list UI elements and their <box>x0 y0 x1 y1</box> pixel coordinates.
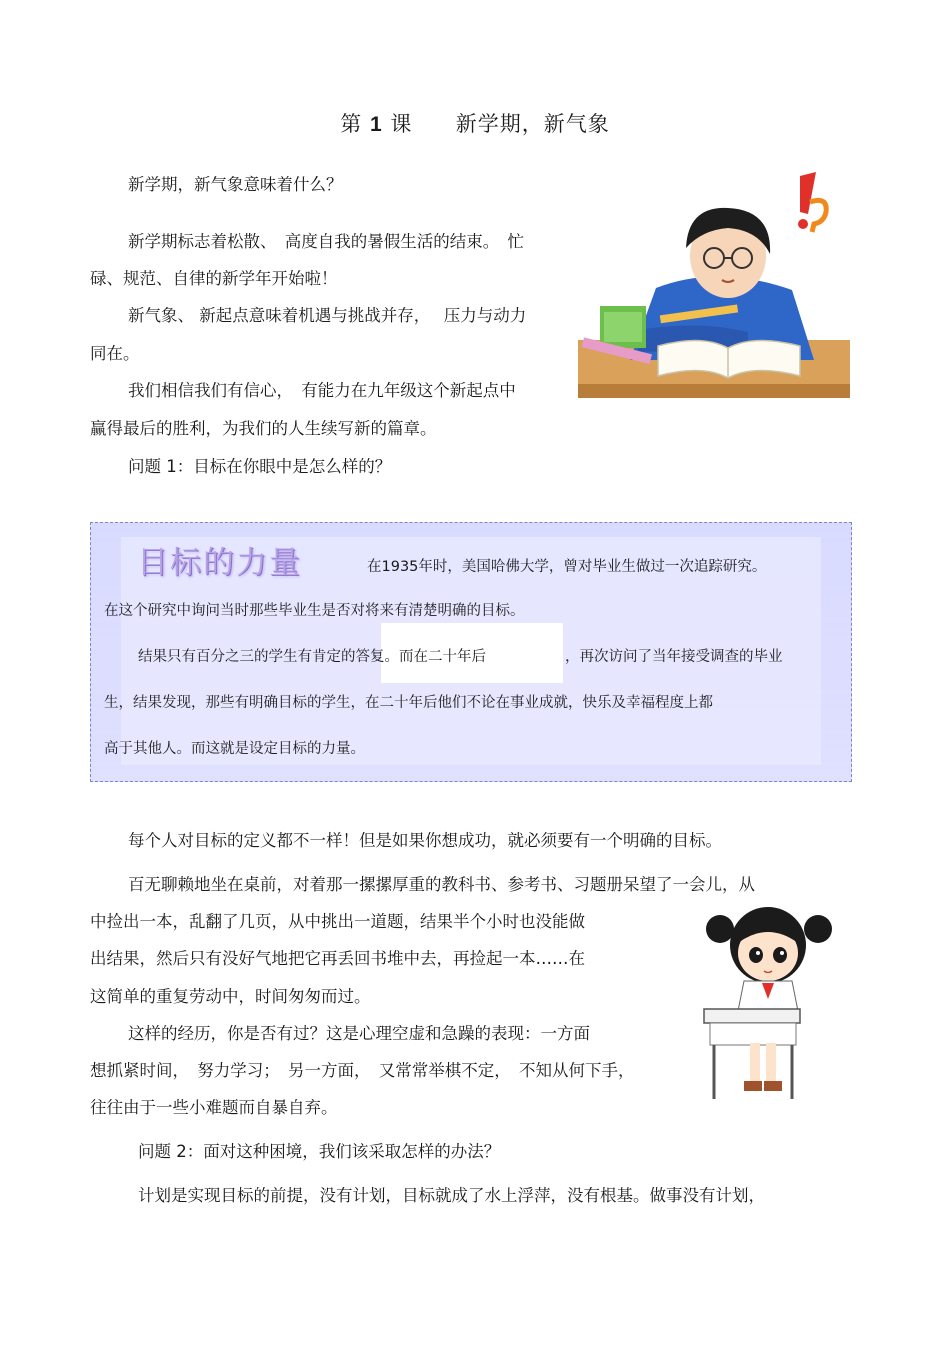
paragraph: 同在。 <box>90 344 140 363</box>
eye-left <box>749 947 763 963</box>
box-line: 在这个研究中询问当时那些毕业生是否对将来有清楚明确的目标。 <box>104 603 525 619</box>
desk-drawer <box>710 1023 796 1045</box>
paragraph: 我们相信我们有信心， 有能力在九年级这个新起点中 <box>128 381 516 400</box>
desk-top <box>704 1009 800 1023</box>
paragraph: 计划是实现目标的前提，没有计划，目标就成了水上浮萍，没有根基。做事没有计划， <box>138 1186 765 1205</box>
box-line: ，再次访问了当年接受调查的毕业 <box>565 649 783 665</box>
box-line: 结果只有百分之三的学生有肯定的答复。而在二十年后 <box>138 649 486 665</box>
goal-power-box <box>90 522 852 782</box>
question-mark <box>810 200 826 232</box>
paragraph: 想抓紧时间， 努力学习； 另一方面， 又常常举棋不定， 不知从何下手， <box>90 1061 635 1080</box>
paragraph: 百无聊赖地坐在桌前，对着那一摞摞厚重的教科书、参考书、习题册呆望了一会儿，从 <box>128 875 755 894</box>
paragraph: 新学期标志着松散、 高度自我的暑假生活的结束。 忙 <box>128 232 524 251</box>
thinking-boy-illustration <box>578 170 850 398</box>
paragraph: 新气象、 新起点意味着机遇与挑战并存， 压力与动力 <box>128 306 527 325</box>
pigtail-right <box>804 915 832 943</box>
paragraph: 新学期，新气象意味着什么？ <box>128 175 343 194</box>
paragraph: 往往由于一些小难题而自暴自弃。 <box>90 1098 338 1117</box>
leg-right <box>766 1043 776 1083</box>
question-1: 问题 1：目标在你眼中是怎么样的？ <box>128 457 392 476</box>
box-line: 在1935年时，美国哈佛大学，曾对毕业生做过一次追踪研究。 <box>367 559 767 575</box>
pigtail-left <box>706 915 734 943</box>
question-2: 问题 2：面对这种困境，我们该采取怎样的办法？ <box>138 1142 501 1161</box>
exclamation-mark <box>800 172 816 214</box>
shoe-left <box>744 1081 762 1091</box>
box-line: 生，结果发现，那些有明确目标的学生，在二十年后他们不论在事业成就，快乐及幸福程度上都 <box>104 695 713 711</box>
green-book-cover <box>604 312 642 342</box>
box-line: 高于其他人。而这就是设定目标的力量。 <box>104 741 365 757</box>
paragraph: 每个人对目标的定义都不一样！但是如果你想成功，就必须要有一个明确的目标。 <box>128 831 722 850</box>
shoe-right <box>764 1081 782 1091</box>
leg-left <box>750 1043 760 1083</box>
paragraph: 碌、规范、自律的新学年开始啦！ <box>90 269 338 288</box>
paragraph: 这样的经历，你是否有过？这是心理空虚和急躁的表现：一方面 <box>128 1024 590 1043</box>
box-heading: 目标的力量 <box>137 545 302 581</box>
eye-shine-left <box>756 951 760 955</box>
page-title: 第 1 课 新学期，新气象 <box>340 112 610 136</box>
desk-edge <box>578 384 850 398</box>
girl-at-desk-illustration <box>700 903 840 1103</box>
eye-shine-right <box>780 951 784 955</box>
exclamation-dot <box>798 219 808 229</box>
eye-right <box>773 947 787 963</box>
paragraph: 中捡出一本，乱翻了几页，从中挑出一道题，结果半个小时也没能做 <box>90 912 585 931</box>
paragraph: 出结果，然后只有没好气地把它再丢回书堆中去，再捡起一本……在 <box>90 949 585 968</box>
paragraph: 这简单的重复劳动中，时间匆匆而过。 <box>90 987 371 1006</box>
paragraph: 赢得最后的胜利，为我们的人生续写新的篇章。 <box>90 419 437 438</box>
